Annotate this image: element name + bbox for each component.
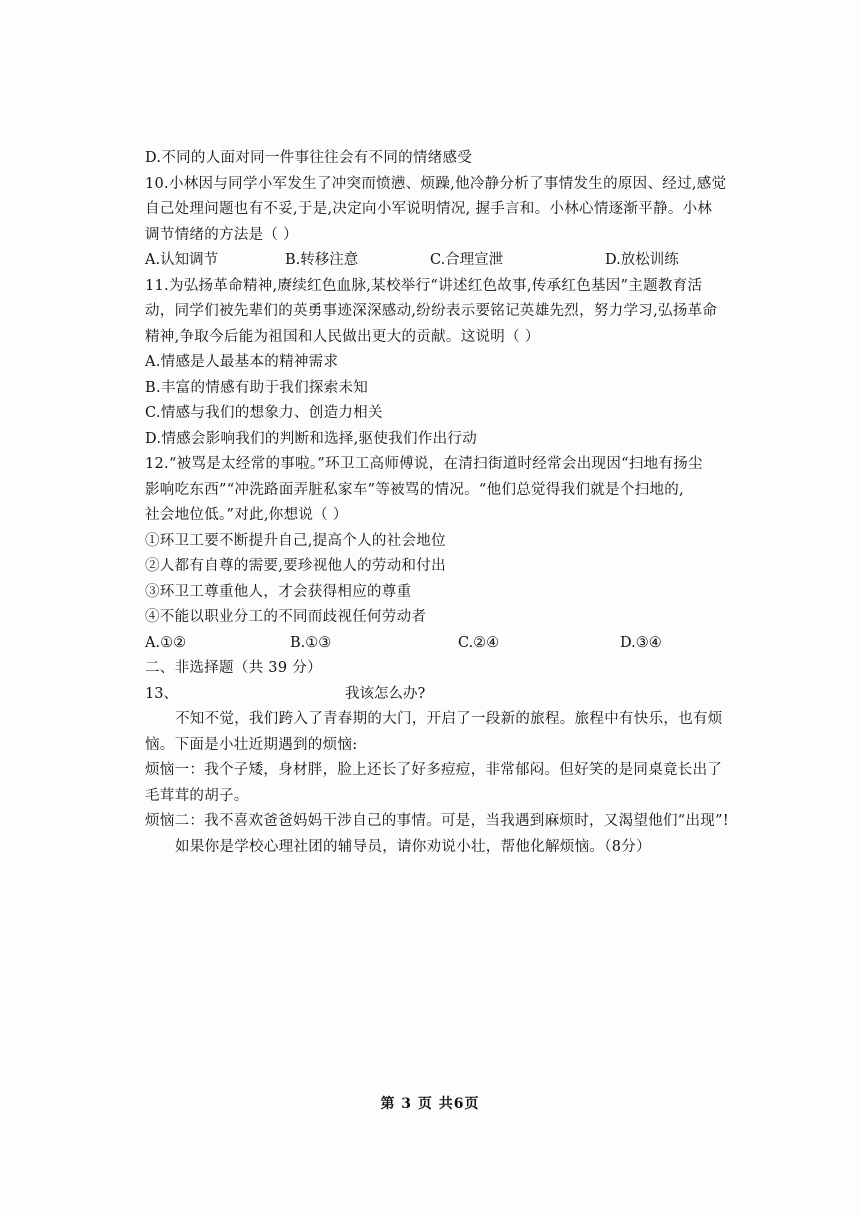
q11-option-d: D.情感会影响我们的判断和选择,驱使我们作出行动 bbox=[145, 430, 478, 447]
q10-option-b: B.转移注意 bbox=[285, 252, 359, 268]
q10-stem-line2: 自己处理问题也有不妥,于是,决定向小军说明情况, 握手言和。小林心情逐渐平静。小林 bbox=[145, 201, 713, 217]
q12-stem-line3: 社会地位低。”对此,你想说（ ） bbox=[145, 507, 348, 523]
q10-option-d: D.放松训练 bbox=[605, 252, 679, 268]
q11-stem-line1: 11.为弘扬革命精神,赓续红色血脉,某校举行“讲述红色故事,传承红色基因”主题教育活 bbox=[145, 277, 703, 294]
q13-number: 13、 bbox=[145, 685, 178, 702]
q13-trouble1-line1: 烦恼一：我个子矮，身材胖，脸上还长了好多痘痘，非常郁闷。但好笑的是同桌竟长出了 bbox=[145, 762, 723, 778]
q12-options bbox=[145, 631, 725, 657]
q10-stem-line3: 调节情绪的方法是（ ） bbox=[145, 226, 298, 243]
q12-item-4: ④不能以职业分工的不同而歧视任何劳动者 bbox=[145, 609, 427, 625]
q12-option-d: D.③④ bbox=[620, 634, 662, 651]
q12-option-b: B.①③ bbox=[290, 634, 332, 651]
q10-option-a: A.认知调节 bbox=[145, 252, 219, 268]
q13-title-row bbox=[145, 682, 725, 708]
q11-option-a: A.情感是人最基本的精神需求 bbox=[145, 354, 339, 370]
q12-stem-line2: 影响吃东西”“冲洗路面弄脏私家车”等被骂的情况。“他们总觉得我们就是个扫地的, bbox=[145, 481, 684, 498]
q11-option-b: B.丰富的情感有助于我们探索未知 bbox=[145, 379, 369, 396]
q13-title: 我该怎么办? bbox=[345, 685, 426, 702]
q12-item-3: ③环卫工尊重他人，才会获得相应的尊重 bbox=[145, 583, 412, 600]
section-heading: 二、非选择题（共 39 分） bbox=[145, 660, 322, 676]
q13-intro-line1: 不知不觉，我们跨入了青春期的大门，开启了一段新的旅程。旅程中有快乐，也有烦 bbox=[175, 711, 723, 727]
q13-trouble1-line2: 毛茸茸的胡子。 bbox=[145, 787, 249, 804]
q12-option-c: C.②④ bbox=[458, 634, 500, 651]
q10-option-c: C.合理宣泄 bbox=[430, 252, 504, 268]
q10-options bbox=[145, 248, 725, 274]
q9-option-d: D.不同的人面对同一件事往往会有不同的情绪感受 bbox=[145, 150, 473, 166]
q13-intro-line2: 恼。下面是小壮近期遇到的烦恼: bbox=[145, 736, 358, 753]
q11-stem-line2: 动，同学们被先辈们的英勇事迹深深感动,纷纷表示要铭记英雄先烈，努力学习,弘扬革命 bbox=[145, 303, 718, 319]
q13-task: 如果你是学校心理社团的辅导员，请你劝说小壮，帮他化解烦恼。（8分） bbox=[175, 838, 651, 855]
q10-stem-line1: 10.小林因与同学小军发生了冲突而愤懑、烦躁,他冷静分析了事情发生的原因、经过,感觉 bbox=[145, 175, 727, 192]
q12-item-2: ②人都有自尊的需要,要珍视他人的劳动和付出 bbox=[145, 558, 446, 574]
q11-stem-line3: 精神,争取今后能为祖国和人民做出更大的贡献。这说明（ ） bbox=[145, 328, 540, 345]
q12-stem-line1: 12.“被骂是太经常的事啦。”环卫工高师傅说，在清扫街道时经常会出现因“扫地有扬尘 bbox=[145, 456, 703, 472]
q12-option-a: A.①② bbox=[145, 634, 187, 651]
exam-content bbox=[145, 146, 729, 860]
q12-item-1: ①环卫工要不断提升自己,提高个人的社会地位 bbox=[145, 532, 446, 549]
page-number: 第 3 页 共6页 bbox=[380, 1096, 480, 1112]
q13-trouble2: 烦恼二：我不喜欢爸爸妈妈干涉自己的事情。可是，当我遇到麻烦时，又渴望他们“出现”! bbox=[145, 813, 729, 829]
q11-option-c: C.情感与我们的想象力、创造力相关 bbox=[145, 405, 383, 421]
